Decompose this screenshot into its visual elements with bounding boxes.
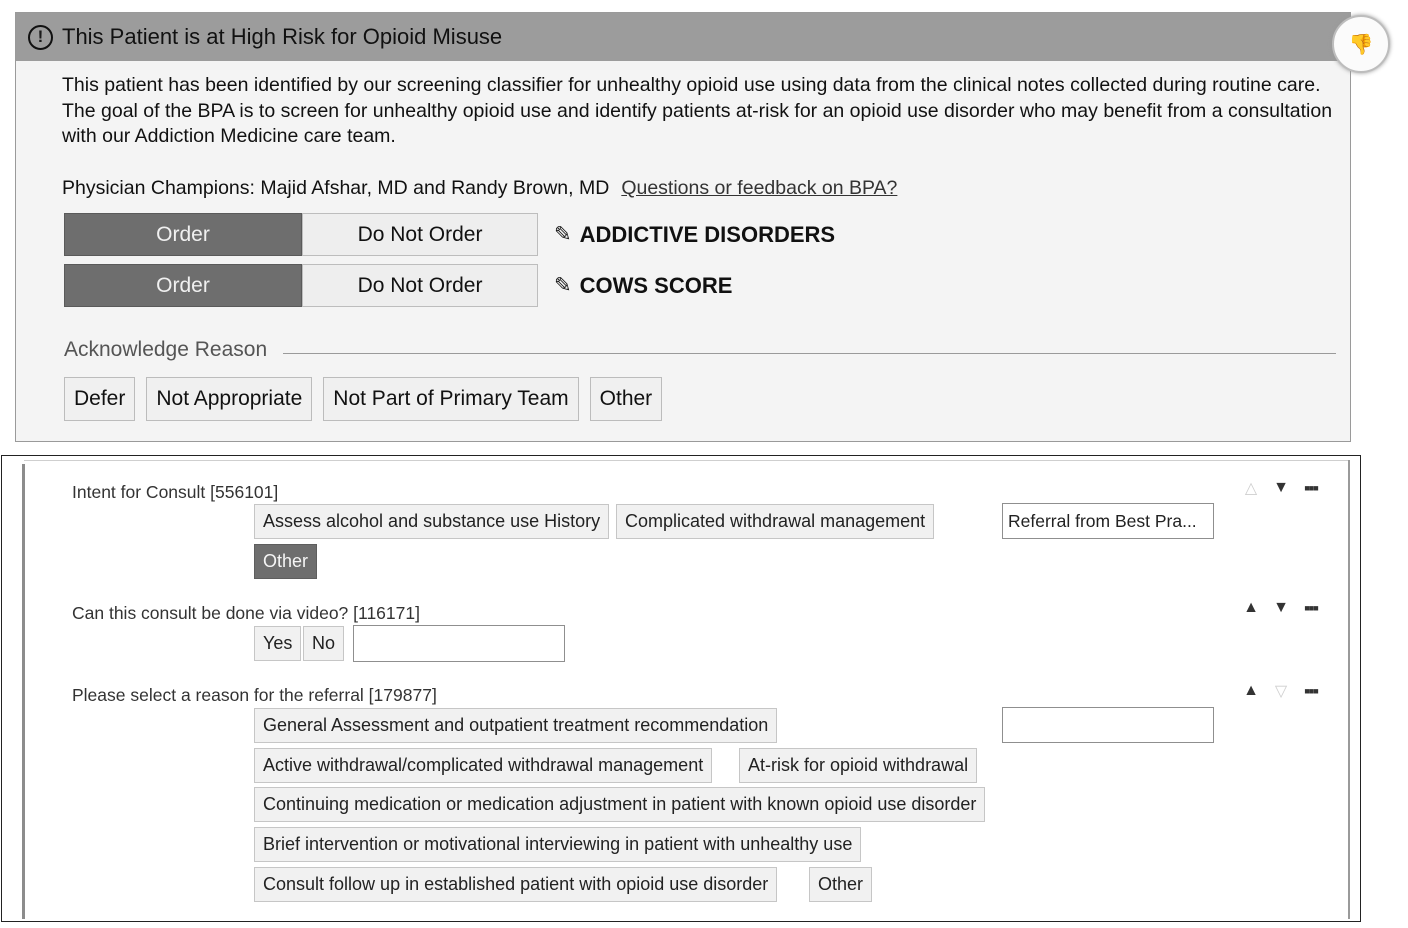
bpa-panel — [15, 12, 1374, 442]
order-set-icon: ✎ — [554, 274, 572, 297]
order-name-label: ADDICTIVE DISORDERS — [579, 221, 836, 247]
consult-questionnaire — [1, 455, 1361, 922]
option-assess-history[interactable]: Assess alcohol and substance use History — [254, 504, 609, 539]
option-active-withdrawal[interactable]: Active withdrawal/complicated withdrawal management — [254, 748, 712, 783]
video-comment-field[interactable] — [353, 625, 565, 662]
order-row-addictive-disorders — [64, 213, 835, 256]
move-down-icon[interactable]: ▽ — [1274, 683, 1288, 700]
order-button[interactable]: Order — [64, 213, 302, 256]
order-name-label: COWS SCORE — [579, 272, 733, 298]
divider — [22, 464, 25, 919]
more-icon[interactable]: ■■■ — [1304, 603, 1318, 613]
referral-comment-field[interactable] — [1002, 707, 1214, 743]
order-set-icon: ✎ — [554, 223, 572, 246]
physician-champions — [62, 177, 897, 200]
order-row-cows-score — [64, 264, 732, 307]
bpa-header — [16, 13, 1374, 61]
question-intent-label: Intent for Consult [556101] — [72, 482, 279, 502]
option-brief-intervention[interactable]: Brief intervention or motivational interviewing in patient with unhealthy use — [254, 827, 861, 862]
move-down-icon[interactable]: ▼ — [1273, 599, 1289, 616]
acknowledge-reason-header — [64, 338, 1336, 362]
question-video-label: Can this consult be done via video? [116171] — [72, 603, 420, 623]
other-reason-button[interactable]: Other — [590, 377, 663, 421]
order-name[interactable] — [554, 222, 835, 248]
move-up-icon[interactable]: ▲ — [1243, 682, 1259, 699]
not-part-of-primary-team-button[interactable]: Not Part of Primary Team — [323, 377, 578, 421]
option-other-selected[interactable]: Other — [254, 544, 317, 579]
more-icon[interactable]: ■■■ — [1304, 483, 1318, 493]
move-up-icon[interactable]: ▲ — [1243, 599, 1259, 616]
option-general-assessment[interactable]: General Assessment and outpatient treatment recommendation — [254, 708, 777, 743]
alert-circle-icon: ! — [28, 25, 53, 50]
divider — [24, 460, 1350, 461]
question-controls — [1236, 478, 1326, 498]
question-referral-reason-label: Please select a reason for the referral [179877] — [72, 685, 437, 705]
not-appropriate-button[interactable]: Not Appropriate — [146, 377, 312, 421]
option-complicated-withdrawal[interactable]: Complicated withdrawal management — [616, 504, 934, 539]
acknowledge-reason-label: Acknowledge Reason — [64, 338, 268, 361]
divider — [1348, 460, 1350, 919]
option-continuing-medication[interactable]: Continuing medication or medication adjustment in patient with known opioid use disorder — [254, 787, 985, 822]
order-name[interactable] — [554, 273, 732, 299]
bpa-description: This patient has been identified by our screening classifier for unhealthy opioid use using data from the clinical notes collected during routine care. The goal of the BPA is to screen for unhealthy opioid use and identify patients at-risk for an opioid use disorder who may benefit from a consultation with our Addiction Medicine care team. — [62, 74, 1333, 147]
acknowledge-buttons — [64, 377, 673, 421]
more-icon[interactable]: ■■■ — [1304, 686, 1318, 696]
do-not-order-button[interactable]: Do Not Order — [302, 213, 538, 256]
defer-button[interactable]: Defer — [64, 377, 135, 421]
do-not-order-button[interactable]: Do Not Order — [302, 264, 538, 307]
option-no[interactable]: No — [303, 626, 344, 661]
divider — [283, 353, 1336, 354]
order-button[interactable]: Order — [64, 264, 302, 307]
bpa-title: This Patient is at High Risk for Opioid Misuse — [62, 24, 503, 49]
option-yes[interactable]: Yes — [254, 626, 301, 661]
thumbs-down-icon[interactable]: 👎 — [1332, 15, 1390, 73]
intent-comment-field[interactable]: Referral from Best Pra... — [1002, 503, 1214, 539]
option-consult-follow-up[interactable]: Consult follow up in established patient with opioid use disorder — [254, 867, 777, 902]
feedback-link[interactable]: Questions or feedback on BPA? — [621, 177, 898, 199]
champions-text: Physician Champions: Majid Afshar, MD and Randy Brown, MD — [62, 177, 610, 199]
question-controls — [1236, 599, 1326, 617]
move-up-icon[interactable]: △ — [1244, 480, 1258, 497]
move-down-icon[interactable]: ▼ — [1273, 479, 1289, 496]
option-other[interactable]: Other — [809, 867, 872, 902]
option-at-risk-withdrawal[interactable]: At-risk for opioid withdrawal — [739, 748, 977, 783]
question-controls — [1236, 681, 1326, 701]
